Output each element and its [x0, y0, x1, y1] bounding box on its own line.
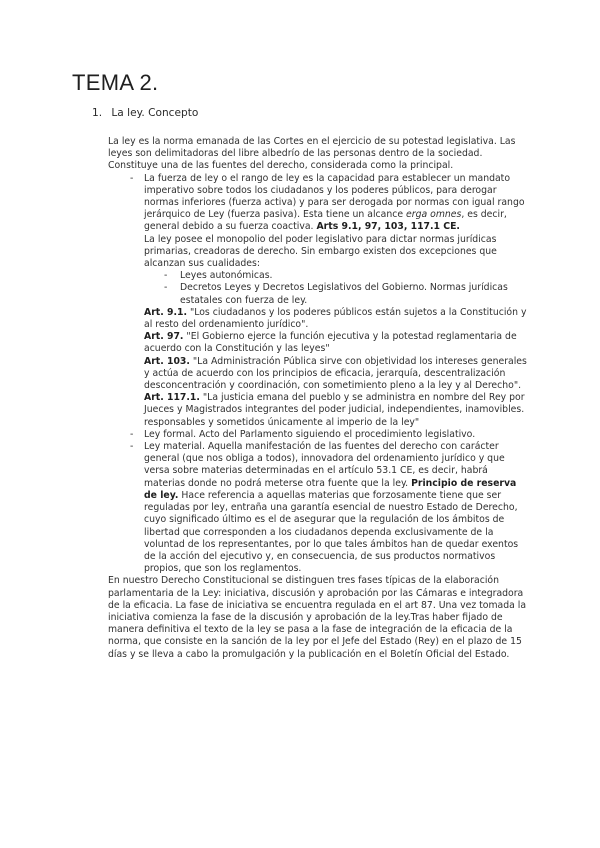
sub-item-leyes-autonomicas: [108, 270, 528, 282]
page-title: TEMA 2.: [72, 70, 159, 95]
article-text: "La Administración Pública sirve con objetividad los intereses generales y actúa de acuerdo con los principios de eficacia, jerarquía, descentralización desconcentración y coordinación, con sometimiento pleno a la ley y al Derecho".: [144, 355, 527, 392]
article-label: Art. 117.1.: [144, 392, 200, 404]
section-heading: [92, 107, 198, 119]
fuerza-text-a: La fuerza de ley o el rango de ley es la capacidad para establecer un mandato imperativo sobre todos los ciudadanos y los poderes públicos, para derogar normas inferiores (fuerza activa) y para ser derogada por normas con igual rango jerárquico de Ley (fuerza pasiva). Esta tiene un alcance: [144, 172, 525, 221]
dash-marker: -: [130, 441, 134, 453]
sub-item-decretos: [108, 282, 528, 306]
article-103: [108, 356, 528, 393]
article-117-1: [108, 392, 528, 429]
reserva-de-ley-heading: Principio de reserva de ley.: [144, 477, 517, 501]
intro-paragraph: La ley es la norma emanada de las Cortes en el ejercicio de su potestad legislativa. Las leyes son delimitadoras del libre albedrío de las personas dentro de la sociedad. Constituye una de las fuentes del derecho, considerada como la principal.: [108, 136, 516, 172]
document-body: [108, 136, 528, 661]
article-97: [108, 331, 528, 355]
article-label: Art. 103.: [144, 355, 190, 367]
dash-marker: -: [130, 428, 134, 440]
article-label: Art. 9.1.: [144, 306, 187, 318]
closing-paragraph: En nuestro Derecho Constitucional se distinguen tres fases típicas de la elaboración parlamentaria de la Ley: iniciativa, discusión y aprobación por las Cámaras e integradora de la eficacia. La fase de iniciativa se encuentra regulada en el art 87. Una vez tomada la iniciativa comienza la fase de la discusión y aprobación de la ley.Tras haber fijado de manera definitiva el texto de la ley se pasa a la fase de integración de la eficacia de la norma, que consiste en la sanción de la ley por el Jefe del Estado (Rey) en el plazo de 15 días y se lleva a cabo la promulgación y la publicación en el Boletín Oficial del Estado.: [108, 575, 527, 660]
erga-omnes-italic: erga omnes: [406, 209, 462, 221]
article-text: "Los ciudadanos y los poderes públicos están sujetos a la Constitución y al resto del ordenamiento jurídico".: [144, 306, 527, 331]
list-item-ley-formal: [108, 429, 528, 441]
sub-item-text: Decretos Leyes y Decretos Legislativos del Gobierno. Normas jurídicas estatales con fuerza de ley.: [180, 282, 508, 306]
sub-item-text: Leyes autonómicas.: [180, 270, 273, 282]
dash-marker: -: [130, 172, 134, 184]
dash-marker: -: [164, 270, 168, 282]
reserva-de-ley-text: Hace referencia a aquellas materias que forzosamente tiene que ser reguladas por ley, entraña una garantía esencial de nuestro Estado de Derecho, cuyo significado último es el de asegurar que la regulación de los ámbitos de libertad que corresponden a los ciudadanos dependa exclusivamente de la voluntad de los representantes, por lo que tales ámbitos han de quedar exentos de la acción del ejecutivo y, en consecuencia, de sus productos normativos propios, que son los reglamentos.: [144, 489, 519, 575]
section-title: La ley. Concepto: [111, 107, 199, 119]
dash-marker: -: [164, 282, 168, 294]
monopolio-paragraph: La ley posee el monopolio del poder legislativo para dictar normas jurídicas primarias, creadoras de derecho. Sin embargo existen dos excepciones que alcanzan sus cualidades:: [144, 233, 497, 270]
section-number: 1.: [92, 107, 103, 119]
arts-reference: Arts 9.1, 97, 103, 117.1 CE.: [316, 221, 460, 233]
fuerza-text-b: , es decir, general debido a su fuerza coactiva.: [144, 209, 507, 233]
ley-formal-text: Ley formal. Acto del Parlamento siguiendo el procedimiento legislativo.: [144, 428, 476, 440]
article-label: Art. 97.: [144, 331, 184, 343]
article-text: "El Gobierno ejerce la función ejecutiva y la potestad reglamentaria de acuerdo con la Constitución y las leyes": [144, 331, 517, 355]
list-item-fuerza-de-ley: [108, 173, 528, 234]
article-9-1: [108, 307, 528, 331]
article-text: "La justicia emana del pueblo y se administra en nombre del Rey por Jueces y Magistrados integrantes del poder judicial, independientes, inamovibles. responsables y sometidos únicamente al imperio de la ley": [144, 392, 525, 428]
list-item-ley-material: [108, 441, 528, 575]
ley-material-text: Ley material. Aquella manifestación de las fuentes del derecho con carácter general (que nos obliga a todos), innovadora del ordenamiento jurídico y que versa sobre materias determinadas en el artículo 53.1 CE, es decir, habrá materias donde no podrá meterse otra fuente que la ley.: [144, 441, 505, 489]
